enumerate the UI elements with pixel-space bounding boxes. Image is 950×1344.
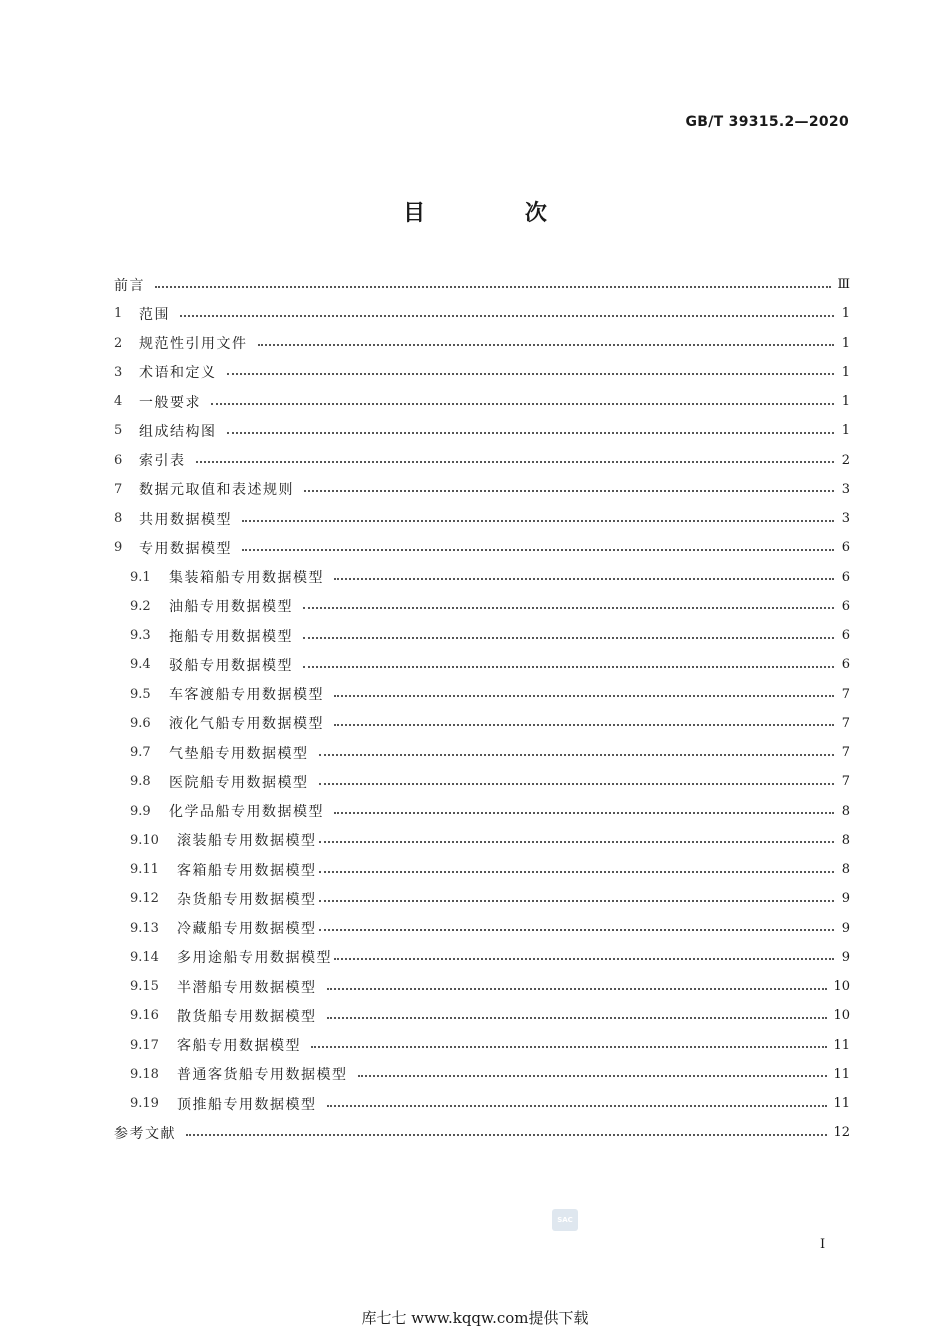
toc-number: 9.6 xyxy=(130,715,151,731)
toc-page: 2 xyxy=(841,452,850,468)
standard-code: GB/T 39315.2—2020 xyxy=(685,114,849,130)
toc-entry-9-7[interactable] xyxy=(114,738,850,767)
toc-label: 多用途船专用数据模型 xyxy=(177,950,332,967)
toc-label: 客船专用数据模型 xyxy=(177,1038,301,1055)
toc-entry-7[interactable] xyxy=(114,475,850,504)
toc-leader-dots xyxy=(334,724,834,726)
toc-number: 9.14 xyxy=(130,949,159,965)
download-footer: 库七七 www.kqqw.com提供下载 xyxy=(361,1309,589,1327)
page-title: 目 次 xyxy=(403,201,593,226)
toc-page: 7 xyxy=(841,774,850,790)
toc-entry-6[interactable] xyxy=(114,446,850,475)
sac-logo-watermark: SAC xyxy=(552,1209,578,1231)
toc-leader-dots xyxy=(358,1075,828,1077)
toc-number: 6 xyxy=(114,452,123,468)
toc-entry-9-10[interactable] xyxy=(114,826,850,855)
toc-entry-9-1[interactable] xyxy=(114,563,850,592)
toc-label: 数据元取值和表述规则 xyxy=(139,482,294,499)
toc-number: 9.1 xyxy=(130,569,151,585)
toc-leader-dots xyxy=(319,929,835,931)
toc-entry-9-17[interactable] xyxy=(114,1031,850,1060)
toc-label: 索引表 xyxy=(139,453,186,470)
toc-label: 散货船专用数据模型 xyxy=(177,1008,317,1025)
toc-label: 杂货船专用数据模型 xyxy=(177,891,317,908)
toc-page: 8 xyxy=(841,862,850,878)
toc-label: 普通客货船专用数据模型 xyxy=(177,1067,348,1084)
toc-number: 9.13 xyxy=(130,920,159,936)
toc-leader-dots xyxy=(319,871,835,873)
toc-number: 9.5 xyxy=(130,686,151,702)
toc-page: 9 xyxy=(841,891,850,907)
toc-page: 6 xyxy=(841,569,850,585)
toc-page: 12 xyxy=(833,1125,850,1141)
toc-leader-dots xyxy=(327,1105,828,1107)
toc-label: 一般要求 xyxy=(139,394,201,411)
toc-leader-dots xyxy=(327,1017,828,1019)
toc-entry-9-14[interactable] xyxy=(114,943,850,972)
toc-leader-dots xyxy=(334,578,834,580)
toc-entry-9-19[interactable] xyxy=(114,1089,850,1118)
toc-entry-9-5[interactable] xyxy=(114,680,850,709)
toc-label: 医院船专用数据模型 xyxy=(169,774,309,791)
toc-leader-dots xyxy=(242,520,834,522)
toc-number: 9.4 xyxy=(130,657,151,673)
toc-number: 9.3 xyxy=(130,628,151,644)
toc-label: 术语和定义 xyxy=(139,365,217,382)
toc-entry-9-6[interactable] xyxy=(114,709,850,738)
toc-label: 冷藏船专用数据模型 xyxy=(177,921,317,938)
toc-number: 9.8 xyxy=(130,774,151,790)
toc-page: 11 xyxy=(833,1096,850,1112)
toc-number: 9.18 xyxy=(130,1066,159,1082)
toc-page: 8 xyxy=(841,803,850,819)
toc-page: 1 xyxy=(841,394,850,410)
toc-leader-dots xyxy=(227,432,835,434)
toc-leader-dots xyxy=(303,637,834,639)
toc-leader-dots xyxy=(327,988,828,990)
toc-page: 6 xyxy=(841,598,850,614)
toc-page: 10 xyxy=(833,979,850,995)
toc-label: 化学品船专用数据模型 xyxy=(169,804,324,821)
toc-label: 液化气船专用数据模型 xyxy=(169,716,324,733)
toc-leader-dots xyxy=(303,666,834,668)
toc-page: 11 xyxy=(833,1066,850,1082)
toc-entry-9-8[interactable] xyxy=(114,767,850,796)
toc-page: 1 xyxy=(841,335,850,351)
toc-leader-dots xyxy=(227,373,835,375)
toc-entry-9[interactable] xyxy=(114,533,850,562)
toc-leader-dots xyxy=(334,958,834,960)
toc-page: 6 xyxy=(841,657,850,673)
toc-label: 拖船专用数据模型 xyxy=(169,628,293,645)
toc-label: 集装箱船专用数据模型 xyxy=(169,570,324,587)
toc-label: 专用数据模型 xyxy=(139,540,232,557)
page-number: I xyxy=(820,1237,826,1252)
toc-page: 3 xyxy=(841,481,850,497)
toc-number: 5 xyxy=(114,423,123,439)
toc-number: 7 xyxy=(114,481,123,497)
toc-entry-9-18[interactable] xyxy=(114,1060,850,1089)
toc-label: 滚装船专用数据模型 xyxy=(177,833,317,850)
toc-leader-dots xyxy=(304,490,834,492)
toc-leader-dots xyxy=(319,900,835,902)
toc-entry-9-2[interactable] xyxy=(114,592,850,621)
toc-entry-3[interactable] xyxy=(114,358,850,387)
toc-number: 9.17 xyxy=(130,1037,159,1053)
toc-number: 1 xyxy=(114,306,123,322)
toc-entry-9-15[interactable] xyxy=(114,972,850,1001)
toc-page: 9 xyxy=(841,949,850,965)
toc-label: 半潜船专用数据模型 xyxy=(177,979,317,996)
toc-leader-dots xyxy=(242,549,834,551)
toc-number: 9.15 xyxy=(130,979,159,995)
toc-label: 车客渡船专用数据模型 xyxy=(169,687,324,704)
toc-page: 10 xyxy=(833,1008,850,1024)
toc-page: 1 xyxy=(841,306,850,322)
toc-number: 9.9 xyxy=(130,803,151,819)
toc-leader-dots xyxy=(319,754,835,756)
toc-entry-5[interactable] xyxy=(114,416,850,445)
toc-page: 11 xyxy=(833,1037,850,1053)
toc-leader-dots xyxy=(258,344,835,346)
toc-entry-9-4[interactable] xyxy=(114,650,850,679)
toc-page: 7 xyxy=(841,686,850,702)
toc-label: 范围 xyxy=(139,306,170,323)
toc-leader-dots xyxy=(319,783,835,785)
toc-leader-dots xyxy=(155,286,831,288)
toc-number: 9.2 xyxy=(130,598,151,614)
toc-label: 驳船专用数据模型 xyxy=(169,657,293,674)
toc-number: 9.19 xyxy=(130,1096,159,1112)
toc-label: 参考文献 xyxy=(114,1125,176,1142)
toc-entry-4[interactable] xyxy=(114,387,850,416)
toc-leader-dots xyxy=(186,1134,827,1136)
toc-page: 6 xyxy=(841,628,850,644)
toc-label: 油船专用数据模型 xyxy=(169,599,293,616)
toc-entry-9-3[interactable] xyxy=(114,621,850,650)
toc-leader-dots xyxy=(180,315,834,317)
toc-page: 8 xyxy=(841,832,850,848)
toc-entry-foreword[interactable] xyxy=(114,270,850,299)
toc-page: Ⅲ xyxy=(837,277,850,293)
toc-leader-dots xyxy=(196,461,835,463)
toc-number: 9.16 xyxy=(130,1008,159,1024)
toc-number: 9.11 xyxy=(130,862,159,878)
toc-entry-references[interactable] xyxy=(114,1118,850,1147)
toc-number: 9.12 xyxy=(130,891,159,907)
toc-entry-1[interactable] xyxy=(114,299,850,328)
toc-number: 9.7 xyxy=(130,745,151,761)
toc-number: 9 xyxy=(114,540,123,556)
toc-entry-9-12[interactable] xyxy=(114,884,850,913)
toc-label: 共用数据模型 xyxy=(139,511,232,528)
toc-label: 气垫船专用数据模型 xyxy=(169,745,309,762)
toc-page: 6 xyxy=(841,540,850,556)
toc-label: 顶推船专用数据模型 xyxy=(177,1096,317,1113)
toc-entry-2[interactable] xyxy=(114,329,850,358)
table-of-contents xyxy=(114,270,850,1148)
toc-label: 客箱船专用数据模型 xyxy=(177,862,317,879)
toc-label: 前言 xyxy=(114,277,145,294)
toc-entry-9-11[interactable] xyxy=(114,855,850,884)
toc-page: 7 xyxy=(841,715,850,731)
toc-leader-dots xyxy=(303,607,834,609)
toc-leader-dots xyxy=(211,403,834,405)
toc-number: 9.10 xyxy=(130,832,159,848)
toc-leader-dots xyxy=(319,841,835,843)
toc-leader-dots xyxy=(311,1046,827,1048)
toc-entry-8[interactable] xyxy=(114,504,850,533)
toc-entry-9-13[interactable] xyxy=(114,914,850,943)
toc-page: 9 xyxy=(841,920,850,936)
toc-number: 4 xyxy=(114,394,123,410)
toc-page: 1 xyxy=(841,364,850,380)
toc-label: 规范性引用文件 xyxy=(139,336,248,353)
toc-number: 2 xyxy=(114,335,123,351)
toc-number: 8 xyxy=(114,511,123,527)
toc-entry-9-9[interactable] xyxy=(114,797,850,826)
toc-page: 3 xyxy=(841,511,850,527)
toc-page: 1 xyxy=(841,423,850,439)
toc-entry-9-16[interactable] xyxy=(114,1001,850,1030)
toc-leader-dots xyxy=(334,812,834,814)
toc-leader-dots xyxy=(334,695,834,697)
toc-number: 3 xyxy=(114,364,123,380)
toc-page: 7 xyxy=(841,745,850,761)
toc-label: 组成结构图 xyxy=(139,423,217,440)
